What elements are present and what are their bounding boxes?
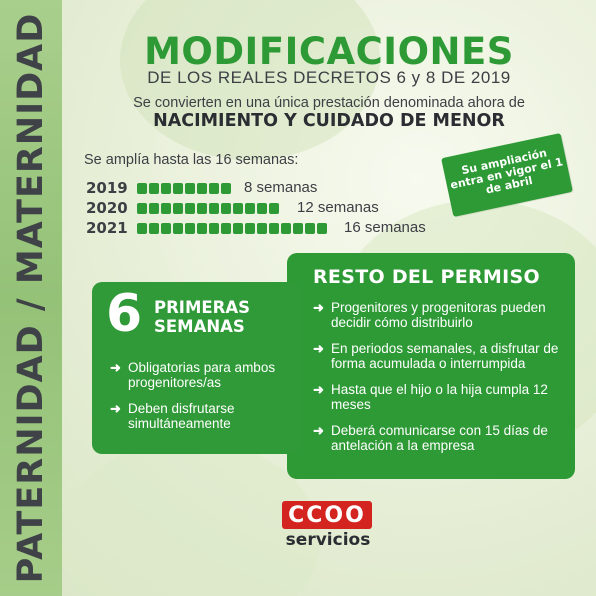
week-segment (257, 223, 267, 234)
list-item (313, 300, 565, 330)
timeline-weeks: 8 semanas (244, 179, 318, 196)
logo-subtitle: servicios (285, 530, 371, 550)
background-blob (60, 440, 320, 596)
week-segment (185, 223, 195, 234)
list-item-text: Deben disfrutarse simultáneamente (128, 401, 235, 431)
list-item-text: Progenitores y progenitoras pueden decidir cómo distribuirlo (331, 300, 546, 330)
first-weeks-title-line: SEMANAS (154, 317, 245, 336)
week-segment (305, 223, 315, 234)
week-segment (209, 203, 219, 214)
week-segment (161, 203, 171, 214)
first-weeks-number: 6 (106, 284, 143, 344)
page-subtitle: DE LOS REALES DECRETOS 6 y 8 DE 2019 (147, 68, 511, 87)
arrow-right-icon: ➜ (313, 382, 324, 397)
week-segment (161, 183, 171, 194)
week-segment (149, 203, 159, 214)
timeline-year: 2019 (86, 179, 128, 197)
timeline-bar (137, 203, 279, 214)
intro-strong: NACIMIENTO Y CUIDADO DE MENOR (153, 111, 505, 131)
week-segment (269, 203, 279, 214)
list-item (110, 360, 290, 390)
first-weeks-title-line: PRIMERAS (154, 298, 250, 317)
timeline-bar (137, 183, 231, 194)
week-segment (245, 203, 255, 214)
week-segment (197, 203, 207, 214)
list-item (313, 423, 565, 453)
week-segment (137, 183, 147, 194)
list-item (313, 382, 565, 412)
sidebar-label: PATERNIDAD / MATERNIDAD (11, 12, 51, 584)
first-weeks-list (110, 360, 290, 442)
first-weeks-title (154, 298, 250, 336)
timeline-lead: Se amplía hasta las 16 semanas: (84, 152, 299, 168)
arrow-right-icon: ➜ (313, 341, 324, 356)
week-segment (209, 223, 219, 234)
list-item-text: Deberá comunicarse con 15 días de antelación a la empresa (331, 423, 548, 453)
week-segment (137, 223, 147, 234)
week-segment (269, 223, 279, 234)
timeline-bar (137, 223, 327, 234)
week-segment (173, 203, 183, 214)
arrow-right-icon: ➜ (110, 401, 121, 416)
list-item-text: Obligatorias para ambos progenitores/as (128, 360, 276, 390)
week-segment (257, 203, 267, 214)
rest-of-leave-card (287, 253, 575, 479)
effective-date-note: Su ampliación entra en vigor el 1 de abril (441, 133, 573, 217)
week-segment (233, 223, 243, 234)
week-segment (221, 203, 231, 214)
rest-of-leave-title: RESTO DEL PERMISO (313, 266, 540, 288)
sidebar-band (0, 0, 62, 596)
page-title: MODIFICACIONES (144, 30, 514, 73)
logo-letters: CCOO (288, 502, 366, 528)
arrow-right-icon: ➜ (110, 360, 121, 375)
week-segment (209, 183, 219, 194)
week-segment (221, 183, 231, 194)
week-segment (281, 223, 291, 234)
timeline-year: 2021 (86, 219, 128, 237)
week-segment (221, 223, 231, 234)
timeline-weeks: 16 semanas (344, 219, 426, 236)
week-segment (161, 223, 171, 234)
timeline-year: 2020 (86, 199, 128, 217)
list-item (313, 341, 565, 371)
list-item-text: En periodos semanales, a disfrutar de forma acumulada o interrumpida (331, 341, 559, 371)
intro-text: Se convierten en una única prestación denominada ahora de (133, 95, 525, 111)
week-segment (173, 223, 183, 234)
week-segment (317, 223, 327, 234)
week-segment (245, 223, 255, 234)
week-segment (185, 203, 195, 214)
week-segment (197, 223, 207, 234)
week-segment (173, 183, 183, 194)
week-segment (233, 203, 243, 214)
rest-of-leave-list (313, 300, 565, 464)
week-segment (197, 183, 207, 194)
week-segment (137, 203, 147, 214)
week-segment (293, 223, 303, 234)
first-weeks-card (92, 282, 302, 454)
week-segment (149, 183, 159, 194)
timeline-weeks: 12 semanas (297, 199, 379, 216)
list-item (110, 401, 290, 431)
week-segment (185, 183, 195, 194)
list-item-text: Hasta que el hijo o la hija cumpla 12 meses (331, 382, 548, 412)
week-segment (149, 223, 159, 234)
ccoo-logo (282, 501, 372, 529)
arrow-right-icon: ➜ (313, 423, 324, 438)
arrow-right-icon: ➜ (313, 300, 324, 315)
